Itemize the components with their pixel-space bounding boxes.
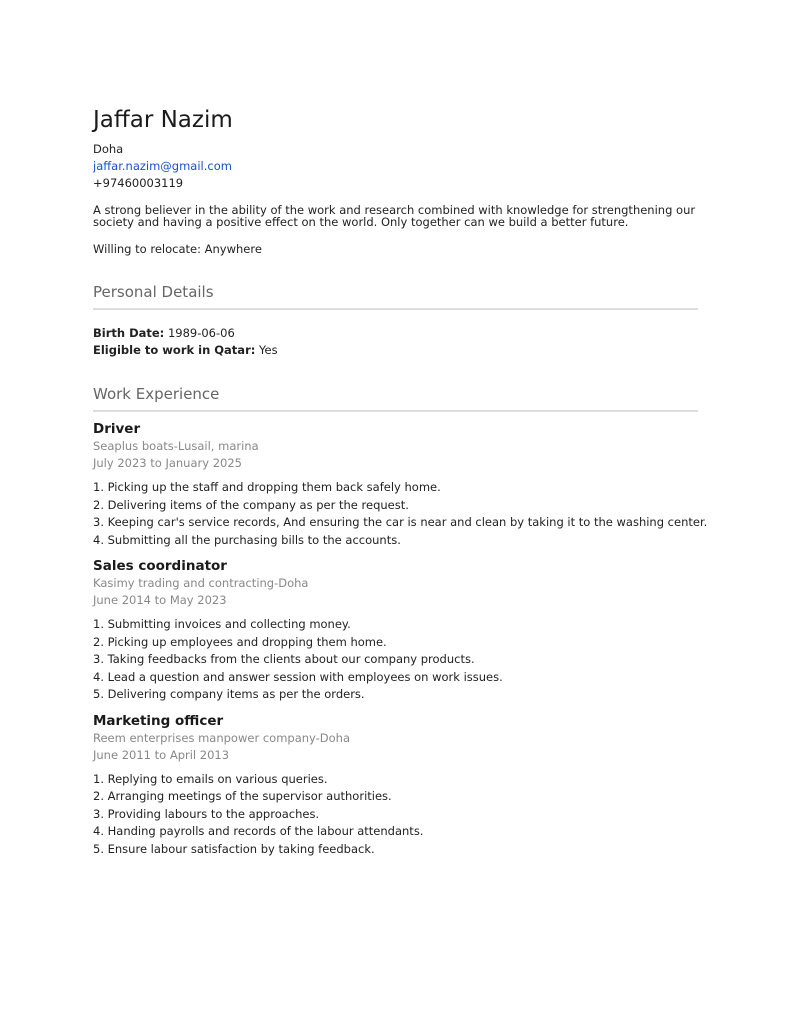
duty-item: 3. Providing labours to the approaches. [93, 806, 320, 821]
duty-item: 4. Handing payrolls and records of the labour attendants. [93, 824, 424, 838]
duty-item: 4. Lead a question and answer session with employees on work issues. [93, 669, 503, 684]
personal-details [93, 325, 698, 359]
duty-item: 2. Picking up employees and dropping them home. [93, 634, 387, 649]
summary: A strong believer in the ability of the work and research combined with knowledge for strengthening our society and having a positive effect on the world. Only together can we build a better future. [93, 203, 696, 229]
birth-date-label: Birth Date: [93, 326, 165, 340]
job-entry [93, 421, 708, 549]
job-dates: June 2011 to April 2013 [93, 747, 230, 762]
birth-date-row [93, 325, 698, 342]
job-title: Sales coordinator [93, 558, 227, 574]
duty-item: 2. Delivering items of the company as per the request. [93, 497, 409, 512]
section-divider [93, 308, 698, 310]
duty-item: 3. Keeping car's service records, And ensuring the car is near and clean by taking it to the washing center. [93, 515, 708, 529]
work-experience-heading: Work Experience [93, 385, 220, 403]
email-link[interactable]: jaffar.nazim@gmail.com [93, 159, 232, 173]
job-dates: June 2014 to May 2023 [93, 593, 227, 607]
duty-item: 1. Submitting invoices and collecting money. [93, 617, 351, 631]
personal-details-heading: Personal Details [93, 283, 214, 301]
duty-item: 3. Taking feedbacks from the clients about our company products. [93, 652, 475, 666]
job-title: Driver [93, 421, 141, 437]
resume [93, 104, 708, 858]
contact-block [93, 141, 698, 192]
work-eligibility-value: Yes [259, 343, 278, 357]
duty-item: 1. Replying to emails on various queries. [93, 771, 328, 786]
work-eligibility-label: Eligible to work in Qatar: [93, 343, 256, 357]
job-entry [93, 558, 698, 704]
relocate-note: Willing to relocate: Anywhere [93, 242, 262, 256]
duty-item: 2. Arranging meetings of the supervisor authorities. [93, 789, 392, 803]
duty-item: 1. Picking up the staff and dropping them back safely home. [93, 480, 441, 494]
job-duties [93, 616, 698, 704]
work-eligibility-row [93, 342, 698, 359]
section-divider [93, 410, 698, 412]
birth-date-value: 1989-06-06 [167, 326, 235, 340]
job-entry [93, 713, 698, 859]
job-company: Kasimy trading and contracting-Doha [93, 576, 309, 590]
city: Doha [93, 142, 124, 156]
job-duties [93, 479, 708, 549]
job-duties [93, 771, 698, 859]
phone: +97460003119 [93, 176, 184, 190]
duty-item: 5. Ensure labour satisfaction by taking feedback. [93, 841, 375, 856]
duty-item: 5. Delivering company items as per the orders. [93, 687, 365, 701]
job-dates: July 2023 to January 2025 [93, 456, 242, 470]
job-company: Reem enterprises manpower company-Doha [93, 730, 351, 745]
duty-item: 4. Submitting all the purchasing bills to the accounts. [93, 532, 401, 547]
candidate-name: Jaffar Nazim [93, 107, 233, 133]
job-title: Marketing officer [93, 712, 224, 729]
job-company: Seaplus boats-Lusail, marina [93, 439, 259, 453]
